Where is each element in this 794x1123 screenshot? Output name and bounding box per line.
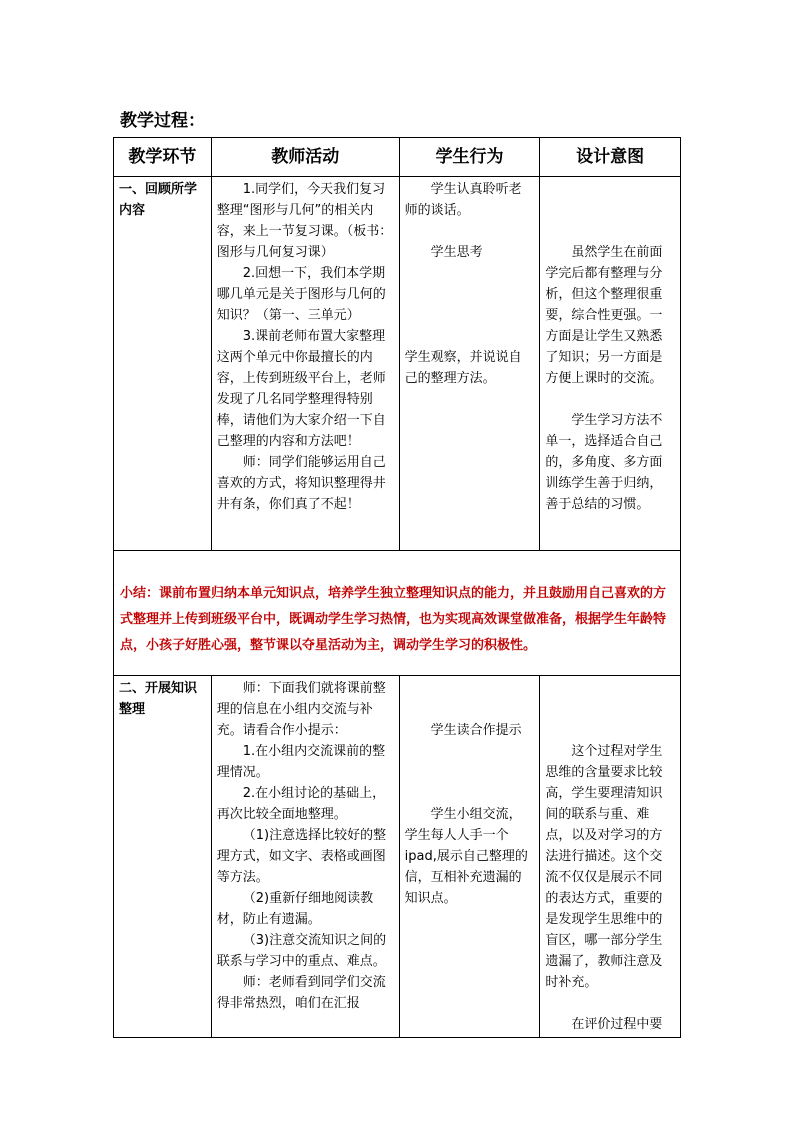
- intent-paragraph: 在评价过程中要: [571, 1017, 663, 1032]
- student-behavior-cell: [399, 177, 540, 551]
- teacher-paragraph: 2.回想一下，我们本学期哪几单元是关于图形与几何的知识？（第一、三单元）: [216, 266, 386, 323]
- section-heading: 教学过程：: [120, 111, 205, 131]
- intent-paragraph: 这个过程对学生思维的含量要求比较高，学生要理清知识间的联系与重、难点，以及对学习的方法进行描述。这个交流不仅仅是展示不同的表达方式，重要的是发现学生思维中的盲区，哪一部分学生遗漏了，教师注意及时补充。: [545, 744, 663, 990]
- student-paragraph: 学生读合作提示: [430, 723, 522, 738]
- student-paragraph: 学生观察，并说说自己的整理方法。: [404, 350, 522, 386]
- teacher-paragraph: 1.同学们，今天我们复习整理“图形与几何”的相关内容，来上一节复习课。（板书：图形与几何复习课）: [216, 182, 393, 260]
- teacher-paragraph: （2)重新仔细地阅读教材，防止有遗漏。: [216, 891, 374, 927]
- column-header-stage: 教学环节: [114, 138, 212, 177]
- teacher-paragraph: 师：同学们能够运用自己喜欢的方式，将知识整理得井井有条，你们真了不起！: [216, 455, 386, 512]
- summary-row: [114, 551, 681, 676]
- teacher-paragraph: （1)注意选择比较好的整理方式，如文字、表格或画图等方法。: [216, 828, 387, 885]
- student-behavior-cell: [399, 676, 540, 1038]
- stage-cell: 二、开展知识整理: [114, 676, 212, 1038]
- teacher-paragraph: 师：下面我们就将课前整理的信息在小组内交流与补充。请看合作小提示：: [216, 681, 386, 738]
- teaching-process-table: [113, 137, 681, 1038]
- teacher-activity-cell: [211, 676, 399, 1038]
- column-header-teacher: 教师活动: [211, 138, 399, 177]
- teacher-paragraph: 2.在小组讨论的基础上，再次比较全面地整理。: [216, 786, 386, 822]
- design-intent-cell: [540, 177, 681, 551]
- table-header-row: [114, 138, 681, 177]
- teacher-paragraph: 1.在小组内交流课前的整理情况。: [216, 744, 386, 780]
- teacher-paragraph: 3.课前老师布置大家整理这两个单元中你最擅长的内容，上传到班级平台上，老师发现了几名同学整理得特别棒，请他们为大家介绍一下自己整理的内容和方法吧！: [216, 329, 386, 449]
- teacher-paragraph: 师：老师看到同学们交流得非常热烈，咱们在汇报: [216, 975, 386, 1011]
- column-header-intent: 设计意图: [540, 138, 681, 177]
- design-intent-cell: [540, 676, 681, 1038]
- summary-text: 小结：课前布置归纳本单元知识点，培养学生独立整理知识点的能力，并且鼓励用自己喜欢的方式整理并上传到班级平台中，既调动学生学习热情，也为实现高效课堂做准备，根据学生年龄特点，小孩子好胜心强，整节课以夺星活动为主，调动学生学习的积极性。: [120, 586, 667, 653]
- table-row: [114, 676, 681, 1038]
- teacher-paragraph: （3)注意交流知识之间的联系与学习中的重点、难点。: [216, 933, 387, 969]
- intent-paragraph: 虽然学生在前面学完后都有整理与分析，但这个整理很重要，综合性更强。一方面是让学生又熟悉了知识；另一方面是方便上课时的交流。: [545, 245, 663, 386]
- summary-cell: [114, 551, 681, 676]
- student-paragraph: 学生思考: [430, 245, 483, 260]
- student-paragraph: 学生认真聆听老师的谈话。: [404, 182, 522, 218]
- column-header-student: 学生行为: [399, 138, 540, 177]
- intent-paragraph: 学生学习方法不单一，选择适合自己的，多角度、多方面训练学生善于归纳，善于总结的习惯。: [545, 413, 663, 512]
- stage-cell: 一、回顾所学内容: [114, 177, 212, 551]
- student-paragraph: 学生小组交流，学生每人人手一个ipad,展示自己整理的信，互相补充遗漏的知识点。: [404, 807, 528, 906]
- table-row: [114, 177, 681, 551]
- teacher-activity-cell: [211, 177, 399, 551]
